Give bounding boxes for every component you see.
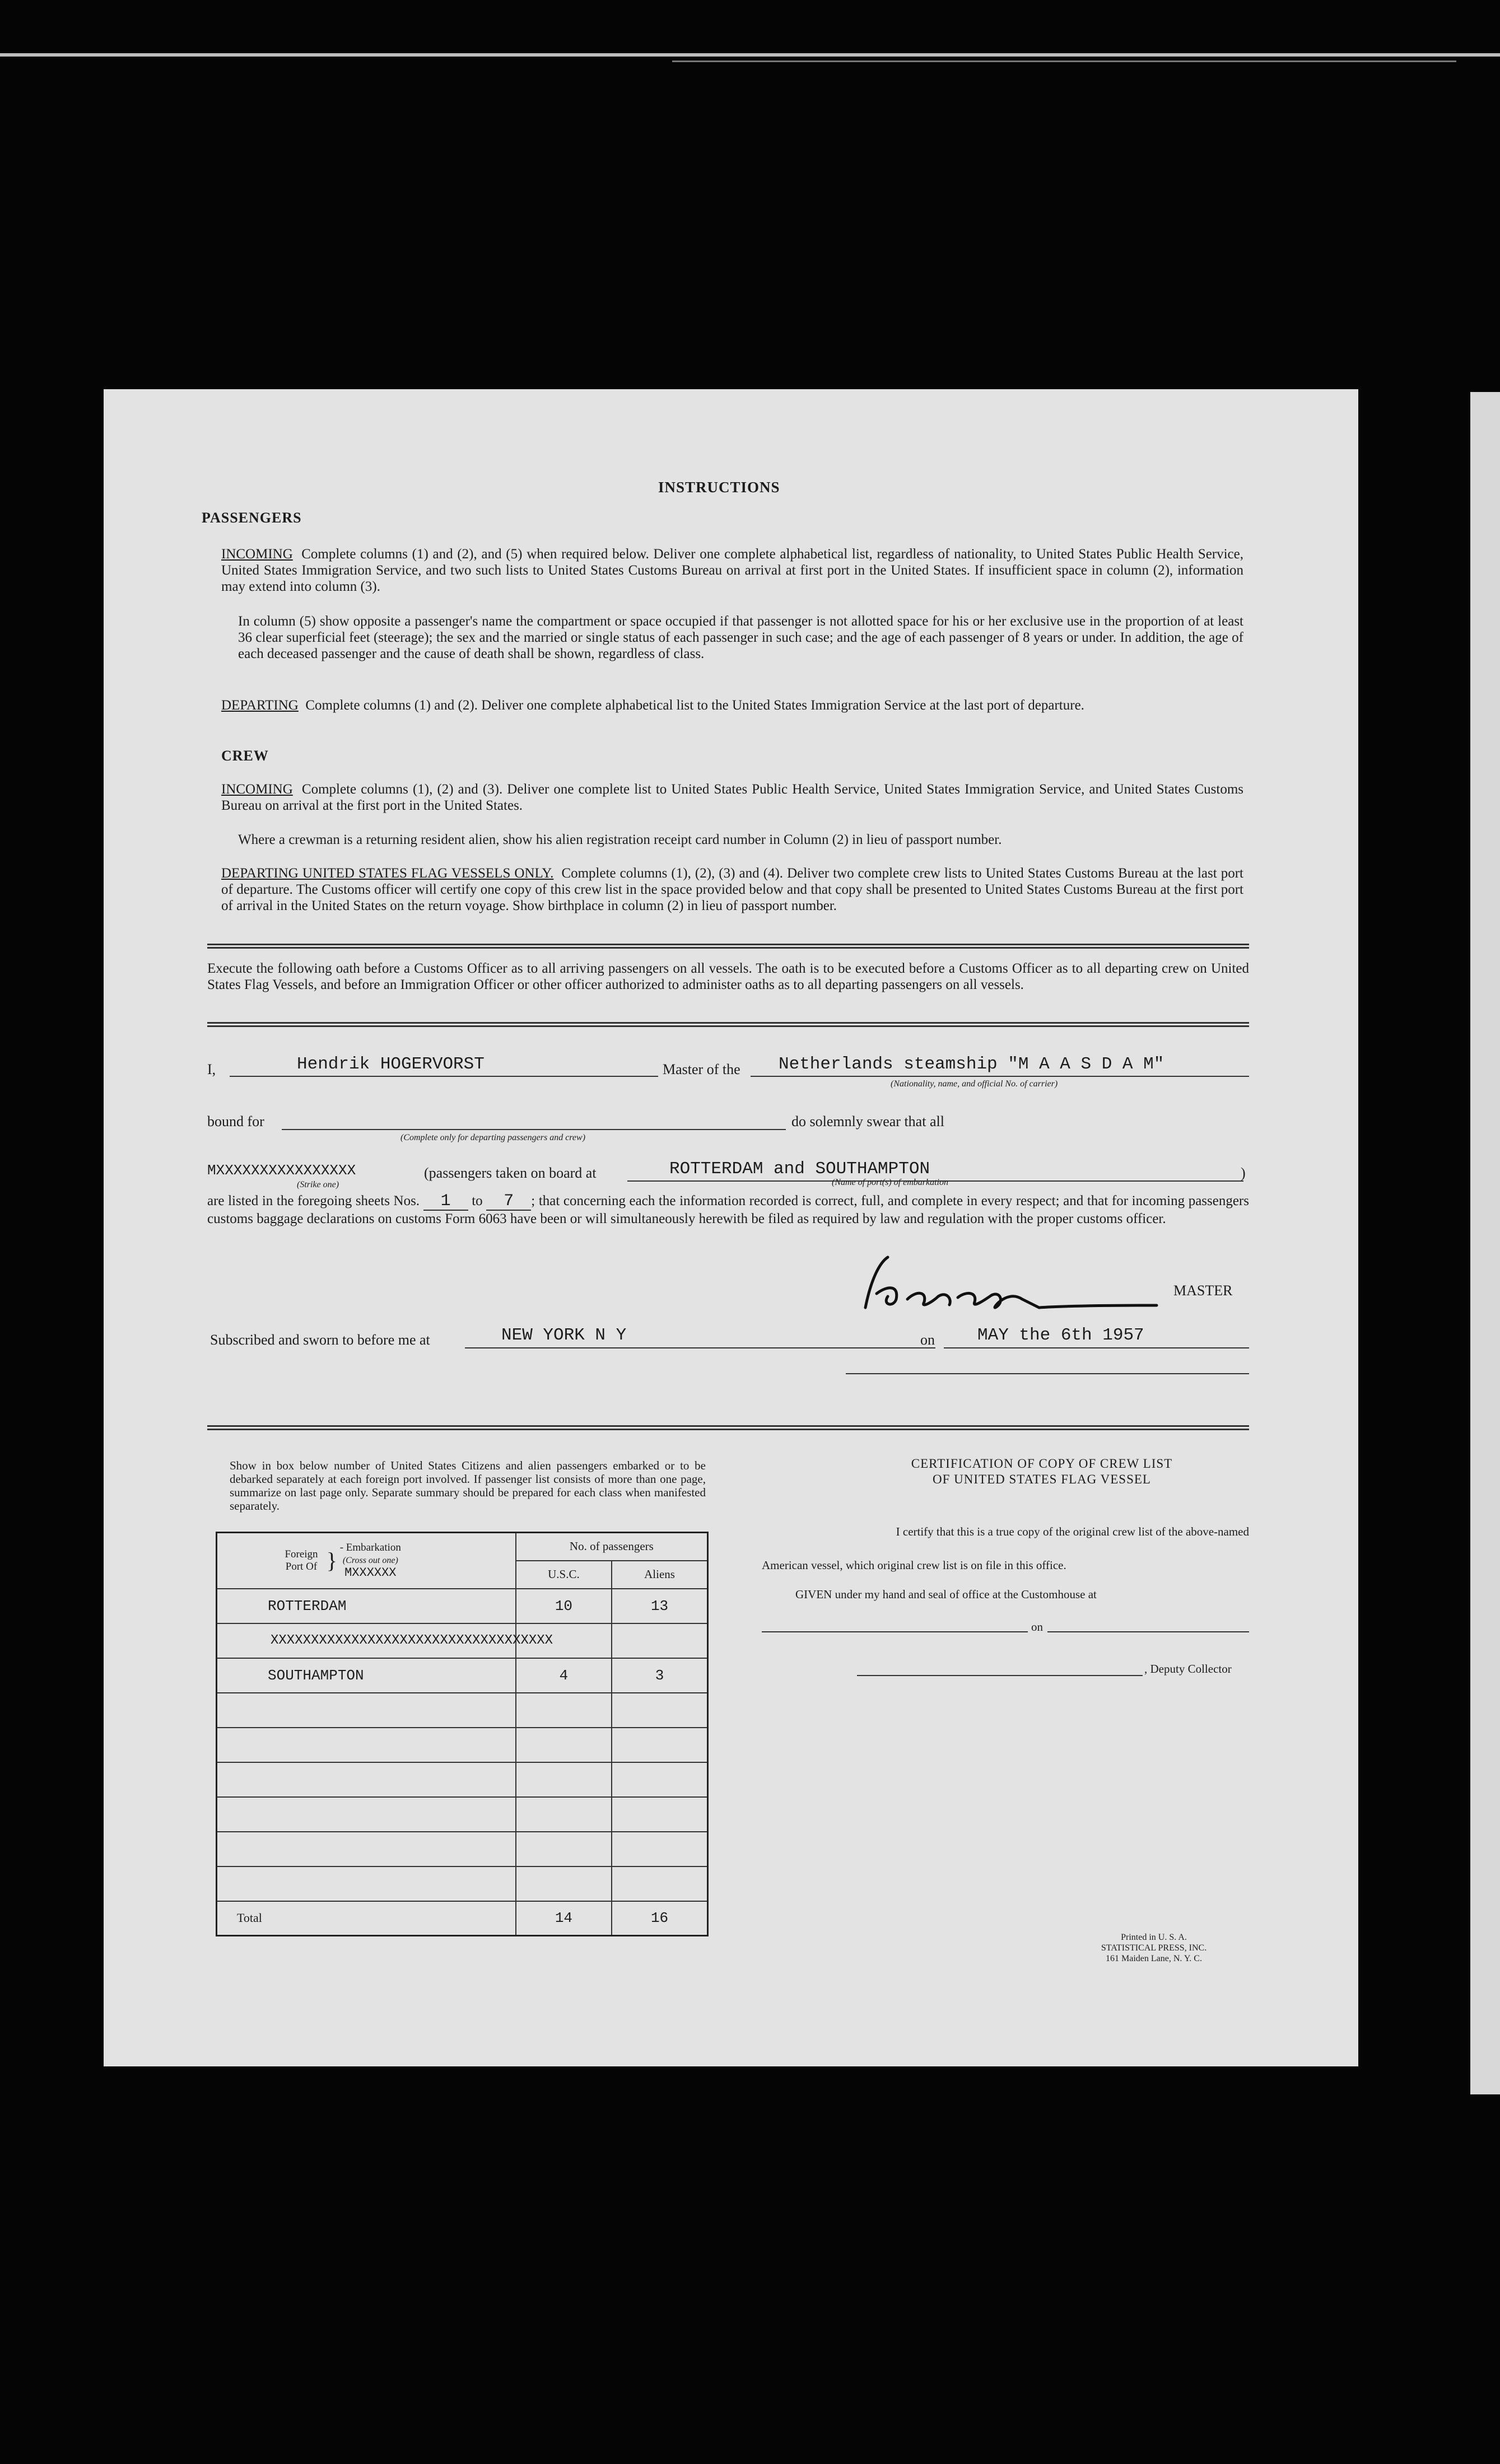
row-port: [217, 1693, 516, 1728]
sheets-prefix: are listed in the foregoing sheets Nos.: [207, 1193, 420, 1208]
printer-line3: 161 Maiden Lane, N. Y. C.: [1106, 1954, 1202, 1963]
summary-header-row: [217, 1533, 708, 1561]
passengers-incoming-paragraph: [221, 546, 1243, 595]
bound-for-label: bound for: [207, 1113, 264, 1130]
sheet-from: 1: [423, 1193, 468, 1211]
row-aliens: 13: [612, 1589, 707, 1623]
row-port-struck: XXXXXXXXXXXXXXXXXXXXXXXXXXXXXXXXXXX: [217, 1623, 516, 1658]
sheets-rest: ; that concerning each the information recorded is correct, full, and complete in every respect; and that for incoming passengers customs baggage declarations on customs Form 6063 have been or will simultaneously herewith be filed as required by law and regulation with the proper customs officer.: [207, 1193, 1249, 1226]
crew-incoming-text: Complete columns (1), (2) and (3). Deliver one complete list to United States Public Health Service, United States Immigration Service, and United States Customs Bureau on arrival at the first port in the United States.: [221, 782, 1243, 813]
row-usc: [516, 1728, 612, 1762]
instructions-heading: INSTRUCTIONS: [658, 479, 780, 496]
row-port: [217, 1797, 516, 1832]
crew-incoming-paragraph: [221, 781, 1243, 814]
form-page: [104, 389, 1358, 2066]
summary-table: [216, 1532, 709, 1936]
table-row: [217, 1797, 708, 1832]
officer-signature-line: [846, 1372, 1249, 1374]
row-usc: [516, 1762, 612, 1797]
sheets-paragraph: [207, 1193, 1249, 1227]
printer-line1: Printed in U. S. A.: [1121, 1933, 1187, 1942]
usc-header: U.S.C.: [516, 1561, 612, 1589]
foreign-port-label: Foreign Port Of: [285, 1548, 318, 1572]
row-aliens: [612, 1762, 707, 1797]
certification-title: [804, 1456, 1280, 1487]
row-port: SOUTHAMPTON: [217, 1658, 516, 1693]
master-of-the-label: Master of the: [663, 1061, 740, 1077]
row-port: [217, 1866, 516, 1901]
table-row: [217, 1832, 708, 1866]
table-row: [217, 1693, 708, 1728]
embarkation-caption: (Name of port(s) of embarkation: [832, 1178, 948, 1187]
header-brace: }: [326, 1547, 337, 1573]
summary-header-port: [217, 1533, 516, 1589]
total-aliens: 16: [612, 1901, 707, 1936]
printer-line2: STATISTICAL PRESS, INC.: [1101, 1943, 1207, 1953]
bound-for-caption: (Complete only for departing passengers and crew): [400, 1133, 586, 1142]
passengers-incoming-text: Complete columns (1) and (2), and (5) when required below. Deliver one complete alphabetical list, regardless of nationality, to United States Public Health Service, United States Immigration Service, and two such lists to United States Customs Bureau on arrival at first port in the United States. If insufficient space in column (2), information may extend into column (3).: [221, 547, 1244, 594]
swear-label: do solemnly swear that all: [791, 1113, 944, 1130]
row-usc: 10: [516, 1589, 612, 1623]
table-row: [217, 1762, 708, 1797]
customhouse-field: [762, 1621, 1036, 1632]
crew-departing-label: DEPARTING UNITED STATES FLAG VESSELS ONLY.: [221, 866, 554, 881]
sworn-place: NEW YORK N Y: [501, 1326, 627, 1345]
crew-departing-paragraph: [221, 865, 1243, 914]
film-edge-line: [0, 53, 1500, 57]
passengers-header: No. of passengers: [516, 1533, 708, 1561]
table-row: [217, 1866, 708, 1901]
passengers-column5-paragraph: In column (5) show opposite a passenger's name the compartment or space occupied if that passenger is not allotted space for his or her exclusive use in the proportion of at least 36 clear superficial feet (steerage); the sex and the married or single status of each passenger in such case; and the age of each passenger of 8 years or under. In addition, the age of each deceased passenger and the cause of death shall be shown, regardless of class.: [238, 614, 1243, 661]
section-divider-1: [207, 944, 1249, 949]
master-signature: [854, 1246, 1168, 1324]
certify-line2: American vessel, which original crew list is on file in this office.: [762, 1558, 1066, 1572]
strike-caption: (Strike one): [297, 1180, 339, 1189]
certification-title-line2: OF UNITED STATES FLAG VESSEL: [933, 1472, 1151, 1486]
embark-header: [340, 1542, 401, 1579]
crew-incoming-label: INCOMING: [221, 782, 293, 797]
certification-title-line1: CERTIFICATION OF COPY OF CREW LIST: [911, 1457, 1173, 1471]
row-usc: [516, 1866, 612, 1901]
section-divider-3: [207, 1425, 1249, 1430]
printer-imprint: [1061, 1932, 1246, 1964]
total-label: Total: [217, 1901, 516, 1936]
crew-resident-paragraph: Where a crewman is a returning resident alien, show his alien registration receipt card number in Column (2) in lieu of passport number.: [238, 832, 1002, 847]
struck-crew-text: MXXXXXXXXXXXXXXXX: [207, 1162, 356, 1179]
cert-on-label: on: [1028, 1620, 1046, 1634]
row-aliens: [612, 1693, 707, 1728]
row-port: [217, 1728, 516, 1762]
table-row: [217, 1728, 708, 1762]
vessel-caption: (Nationality, name, and official No. of carrier): [891, 1079, 1058, 1089]
on-label: on: [920, 1332, 935, 1348]
passengers-departing-text: Complete columns (1) and (2). Deliver one complete alphabetical list to the United States Immigration Service at the last port of departure.: [305, 698, 1084, 713]
cert-date-field: [1047, 1621, 1249, 1632]
row-usc: [516, 1797, 612, 1832]
deputy-collector-field: [857, 1665, 1143, 1676]
row-aliens: [612, 1866, 707, 1901]
film-edge-line-2: [672, 60, 1456, 62]
close-paren: ): [1241, 1165, 1246, 1181]
passengers-incoming-label: INCOMING: [221, 547, 293, 562]
sworn-date: MAY the 6th 1957: [977, 1326, 1144, 1345]
passengers-taken-label: (passengers taken on board at: [424, 1165, 597, 1181]
total-usc: 14: [516, 1901, 612, 1936]
embarkation-ports: ROTTERDAM and SOUTHAMPTON: [669, 1159, 930, 1179]
subscribed-label: Subscribed and sworn to before me at: [210, 1332, 430, 1348]
master-label: MASTER: [1173, 1282, 1233, 1299]
row-aliens: [612, 1623, 707, 1658]
row-port: [217, 1832, 516, 1866]
crew-heading: CREW: [221, 748, 269, 764]
adjacent-page-strip: [1470, 392, 1500, 2094]
passengers-heading: PASSENGERS: [202, 510, 302, 526]
section-divider-2: [207, 1022, 1249, 1027]
row-usc: [516, 1832, 612, 1866]
sheet-to-word: to: [472, 1193, 483, 1208]
table-row: [217, 1623, 708, 1658]
sheet-to: 7: [486, 1193, 531, 1211]
row-port: ROTTERDAM: [217, 1589, 516, 1623]
summary-note: Show in box below number of United States Citizens and alien passengers embarked or to be debarked separately at each foreign port involved. If passenger list consists of more than one page, summarize on last page only. Separate summary should be prepared for each class when manifested separately.: [230, 1459, 706, 1513]
given-text: GIVEN under my hand and seal of office at the Customhouse at: [795, 1588, 1097, 1601]
total-row: [217, 1901, 708, 1936]
vessel-name: Netherlands steamship "M A A S D A M": [779, 1054, 1164, 1074]
passengers-departing-label: DEPARTING: [221, 698, 299, 713]
row-aliens: [612, 1797, 707, 1832]
row-port: [217, 1762, 516, 1797]
row-aliens: [612, 1728, 707, 1762]
oath-i-label: I,: [207, 1061, 216, 1077]
crew-departing-text: Complete columns (1), (2), (3) and (4). Deliver two complete crew lists to United States Customs Bureau at the last port of departure. The Customs officer will certify one copy of this crew list in the space provided below and that copy shall be presented to United States Customs Bureau at the first port of arrival in the United States on the return voyage. Show birthplace in column (2) in lieu of passport number.: [221, 866, 1243, 913]
debark-struck: MXXXXXX: [344, 1566, 397, 1580]
table-row: [217, 1589, 708, 1623]
certify-line1: I certify that this is a true copy of the original crew list of the above-named: [896, 1525, 1249, 1538]
bound-for-field: [282, 1108, 786, 1130]
row-usc: [516, 1693, 612, 1728]
deputy-collector-label: , Deputy Collector: [1144, 1662, 1232, 1676]
row-aliens: 3: [612, 1658, 707, 1693]
row-aliens: [612, 1832, 707, 1866]
cross-label: (Cross out one): [342, 1556, 398, 1566]
embark-label: - Embarkation: [339, 1542, 401, 1554]
table-row: [217, 1658, 708, 1693]
oath-intro: Execute the following oath before a Customs Officer as to all arriving passengers on all vessels. The oath is to be executed before a Customs Officer as to all departing crew on United States Flag Vessels, and before an Immigration Officer or other officer authorized to administer oaths as to all departing passengers on all vessels.: [207, 961, 1249, 992]
row-usc: 4: [516, 1658, 612, 1693]
passengers-departing-paragraph: [221, 697, 1243, 713]
master-name: Hendrik HOGERVORST: [297, 1054, 485, 1074]
aliens-header: Aliens: [612, 1561, 707, 1589]
